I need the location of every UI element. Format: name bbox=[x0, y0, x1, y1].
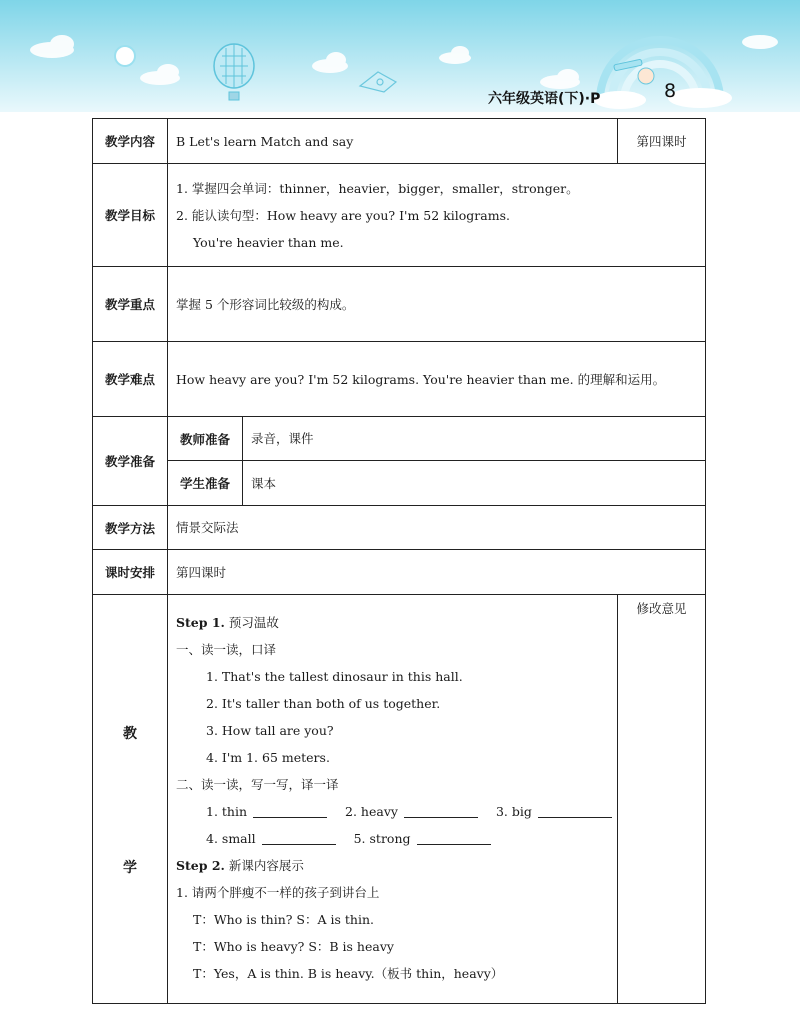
difficulties-value: How heavy are you? I'm 52 kilograms. You're heavier than me. 的理解和运用。 bbox=[168, 342, 706, 417]
row-difficulties bbox=[93, 342, 706, 417]
step1-text: 预习温故 bbox=[228, 615, 279, 630]
book-label: 六年级英语(下)·P bbox=[488, 91, 601, 107]
sentence-item: 3. How tall are you? bbox=[206, 723, 334, 738]
row-method bbox=[93, 506, 706, 550]
schedule-value: 第四课时 bbox=[168, 550, 706, 595]
step1-heading bbox=[176, 609, 617, 636]
content-value: B Let's learn Match and say bbox=[168, 119, 618, 164]
word-item: 1. thin bbox=[206, 804, 248, 819]
label-goals: 教学目标 bbox=[93, 164, 168, 267]
lesson-number: 第四课时 bbox=[618, 119, 706, 164]
procedure-content bbox=[168, 595, 618, 1004]
word-item: 3. big bbox=[495, 804, 532, 819]
row-schedule bbox=[93, 550, 706, 595]
goal-line: You're heavier than me. bbox=[193, 234, 344, 250]
sun-icon bbox=[115, 46, 135, 66]
label-content: 教学内容 bbox=[93, 119, 168, 164]
procedure-label-cell bbox=[93, 595, 168, 1004]
word-row-1 bbox=[176, 798, 617, 825]
step2-item: 1. 请两个胖瘦不一样的孩子到讲台上 bbox=[176, 885, 380, 900]
label-difficulties: 教学难点 bbox=[93, 342, 168, 417]
row-key-points bbox=[93, 267, 706, 342]
row-preparation-teacher bbox=[93, 417, 706, 461]
row-content bbox=[93, 119, 706, 164]
word-item: 2. heavy bbox=[345, 804, 398, 819]
goals-cell bbox=[168, 164, 706, 267]
notes-label: 修改意见 bbox=[636, 601, 687, 616]
word-row-2 bbox=[176, 825, 617, 852]
header-banner bbox=[0, 0, 800, 112]
dialogue-line: T：Who is thin? S：A is thin. bbox=[193, 912, 374, 927]
label-student-prep: 学生准备 bbox=[168, 461, 243, 506]
row-procedure bbox=[93, 595, 706, 1004]
label-method: 教学方法 bbox=[93, 506, 168, 550]
notes-column bbox=[618, 595, 706, 1004]
dialogue-line: T：Yes，A is thin. B is heavy.（板书 thin，heavy） bbox=[193, 966, 504, 981]
label-teach: 教 bbox=[123, 726, 137, 742]
fill-blank bbox=[417, 830, 491, 845]
sentence-item: 1. That's the tallest dinosaur in this hall. bbox=[206, 669, 463, 684]
part1-heading: 一、读一读，口译 bbox=[176, 642, 277, 657]
step2-title: Step 2. bbox=[176, 858, 225, 873]
method-value: 情景交际法 bbox=[168, 506, 706, 550]
step2-heading bbox=[176, 852, 617, 879]
fill-blank bbox=[538, 803, 612, 818]
label-teacher-prep: 教师准备 bbox=[168, 417, 243, 461]
goal-line: 2. 能认读句型：How heavy are you? I'm 52 kilograms. bbox=[176, 207, 510, 223]
sentence-item: 4. I'm 1. 65 meters. bbox=[206, 750, 330, 765]
fill-blank bbox=[404, 803, 478, 818]
label-key-points: 教学重点 bbox=[93, 267, 168, 342]
step2-text: 新课内容展示 bbox=[228, 858, 304, 873]
dialogue-line: T：Who is heavy? S：B is heavy bbox=[193, 939, 394, 954]
page-number: 8 bbox=[664, 80, 677, 102]
step1-title: Step 1. bbox=[176, 615, 225, 630]
label-schedule: 课时安排 bbox=[93, 550, 168, 595]
fill-blank bbox=[262, 830, 336, 845]
sky-illustration bbox=[0, 0, 800, 112]
label-learn: 学 bbox=[123, 860, 137, 876]
goal-line: 1. 掌握四会单词：thinner，heavier，bigger，smaller，stronger。 bbox=[176, 180, 579, 196]
row-goals bbox=[93, 164, 706, 267]
sentence-item: 2. It's taller than both of us together. bbox=[206, 696, 441, 711]
word-item: 5. strong bbox=[353, 831, 411, 846]
teacher-prep-value: 录音，课件 bbox=[243, 417, 706, 461]
student-prep-value: 课本 bbox=[243, 461, 706, 506]
lesson-plan-table bbox=[92, 118, 706, 1004]
word-item: 4. small bbox=[206, 831, 256, 846]
row-preparation-student bbox=[93, 461, 706, 506]
fill-blank bbox=[253, 803, 327, 818]
key-points-value: 掌握 5 个形容词比较级的构成。 bbox=[168, 267, 706, 342]
label-preparation: 教学准备 bbox=[93, 417, 168, 506]
part2-heading: 二、读一读，写一写，译一译 bbox=[176, 777, 339, 792]
